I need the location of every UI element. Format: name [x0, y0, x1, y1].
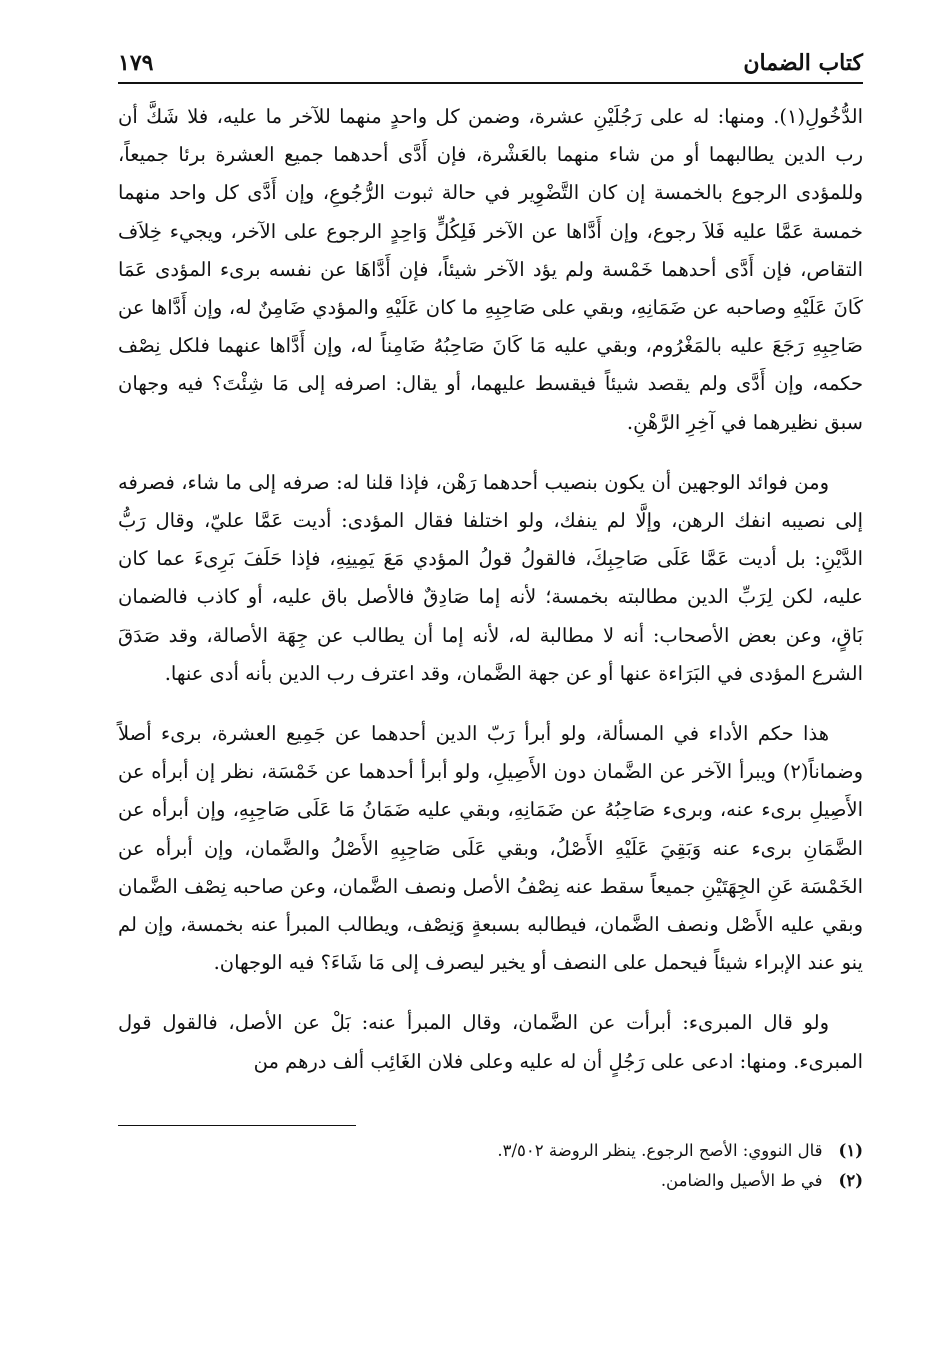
paragraph: ولو قال المبرىء: أبرأت عن الضَّمان، وقال المبرأ عنه: بَلْ عن الأصل، فالقول قول المبرىء. ومنها: ادعى على رَجُلٍ أن له عليه وعلى فلان الغَائِب ألف درهم من	[118, 1011, 863, 1073]
footnote-text: قال النووي: الأصح الرجوع. ينظر الروضة ٣/٥٠٢.	[497, 1140, 823, 1160]
footnote-text: في ط الأصيل والضامن.	[660, 1170, 823, 1190]
footnote-number: (٢)	[838, 1170, 863, 1190]
paragraph: هذا حكم الأداء في المسألة، ولو أبرأ رَبّ الدين أحدهما عن جَمِيع العشرة، برىء أصلاً وضماناً(٢) ويبرأ الآخر عن الضَّمان دون الأَصِيلِ، ولو أبرأ أحدهما عن خَمْسَة، نظر إن أبرأه عن الأَصِيلِ برىء عنه، وبرىء صَاحِبُهُ عن ضَمَانِهِ، وبقي عليه ضَمَانُ مَا عَلَى صَاحِبِهِ، وإن أبرأه عن الضَّمَانِ برىء عنه وَبَقِيَ عَلَيْهِ الأَصْلُ، وبقي عَلَى صَاحِبِهِ الأَصْلُ والضَّمان، وإن أبرأه عن الخَمْسَة عَنِ الجِهَتَيْنِ جميعاً سقط عنه نِصْفُ الأصل ونصف الضَّمان، وعن صاحبه نِصْف الضَّمان وبقي عليه الأَصْل ونصف الضَّمان، فيطالبه بسبعةٍ وَنِصْف، ويطالب المبرأ عنه بخمسة، وإن لم ينو عند الإبراء شيئاً فيحمل على النصف أو يخير ليصرف إلى مَا شَاءَ؟ فيه الوجهان.	[118, 722, 863, 975]
paragraph: الدُّخُولِ(١). ومنها: له على رَجُلَيْنِ عشرة، وضمن كل واحدٍ منهما للآخر ما عليه، فلا شَكَّ أن رب الدين يطالبهما أو من شاء منهما بالعَشْرة، فإن أَدَّى أحدهما جميع العشرة برئا جميعاً، وللمؤدى الرجوع بالخمسة إن كان التَّضْوِير في حالة ثبوت الرُّجُوعِ، وإن أَدَّى كل واحد منهما خمسة عَمَّا عليه فَلاَ رجوع، وإن أَدَّاها عن الآخر فَلِكُلٍّ وَاحِدٍ الرجوع على الآخر، ويجيء خِلاَف التقاص، فإن أَدَّى أحدهما خَمْسة ولم يؤد الآخر شيئاً، فإن أَدَّاهَا عن نفسه برىء المؤدى عَمَا كَانَ عَلَيْهِ وصاحبه عن ضَمَانِهِ، وبقي على صَاحِبِهِ ما كان عَلَيْهِ والمؤدي ضَامِنٌ له، وإن أَدَّاها عن صَاحِبِهِ رَجَعَ عليه بالمَغْرُوم، وبقي عليه مَا كَانَ صَاحِبُهُ ضَامِناً له، وإن أَدَّاها عنهما فلكل نِصْف حكمه، وإن أَدَّى ولم يقصد شيئاً فيقسط عليهما، أو يقال: اصرفه إلى مَا شِئْتَ؟ فيه وجهان سبق نظيرهما في آخِرِ الرَّهْنِ.	[118, 105, 863, 434]
chapter-title: كتاب الضمان	[743, 50, 863, 76]
page-number: ١٧٩	[118, 50, 154, 76]
book-page	[118, 48, 863, 1196]
footnote-separator	[118, 1125, 356, 1126]
footnotes	[118, 1136, 863, 1196]
footnote-number: (١)	[838, 1140, 863, 1160]
paragraph: ومن فوائد الوجهين أن يكون بنصيب أحدهما رَهْن، فإذا قلنا له: صرفه إلى ما شاء، فصرفه إلى نصيبه انفك الرهن، وإلَّا لم ينفك، ولو اختلفا فقال المؤدى: أديت عَمَّا عليّ، وقال رَبُّ الدَّيْنِ: بل أديت عَمَّا عَلَى صَاحِبِكَ، فالقولُ قولُ المؤدي مَعَ يَمِينِهِ، فإذا حَلَفَ بَرِىءَ عما كان عليه، لكن لِرَبِّ الدين مطالبته بخمسة؛ لأنه إما صَادِقٌ فالأصل باق عليه، أو كاذب فالضمان بَاقٍ، وعن بعض الأصحاب: أنه لا مطالبة له، لأنه إما أن يطالب عن جِهَة الأصالة، وقد صَدَقَ الشرع المؤدى في البَرَاءة عنها أو عن جهة الضَّمان، وقد اعترف رب الدين بأنه أدى عنها.	[118, 470, 863, 685]
main-text	[118, 98, 863, 1081]
footnote	[118, 1166, 863, 1196]
running-header	[118, 48, 863, 84]
footnote-separator-wrap	[118, 1103, 863, 1136]
footnote	[118, 1136, 863, 1166]
